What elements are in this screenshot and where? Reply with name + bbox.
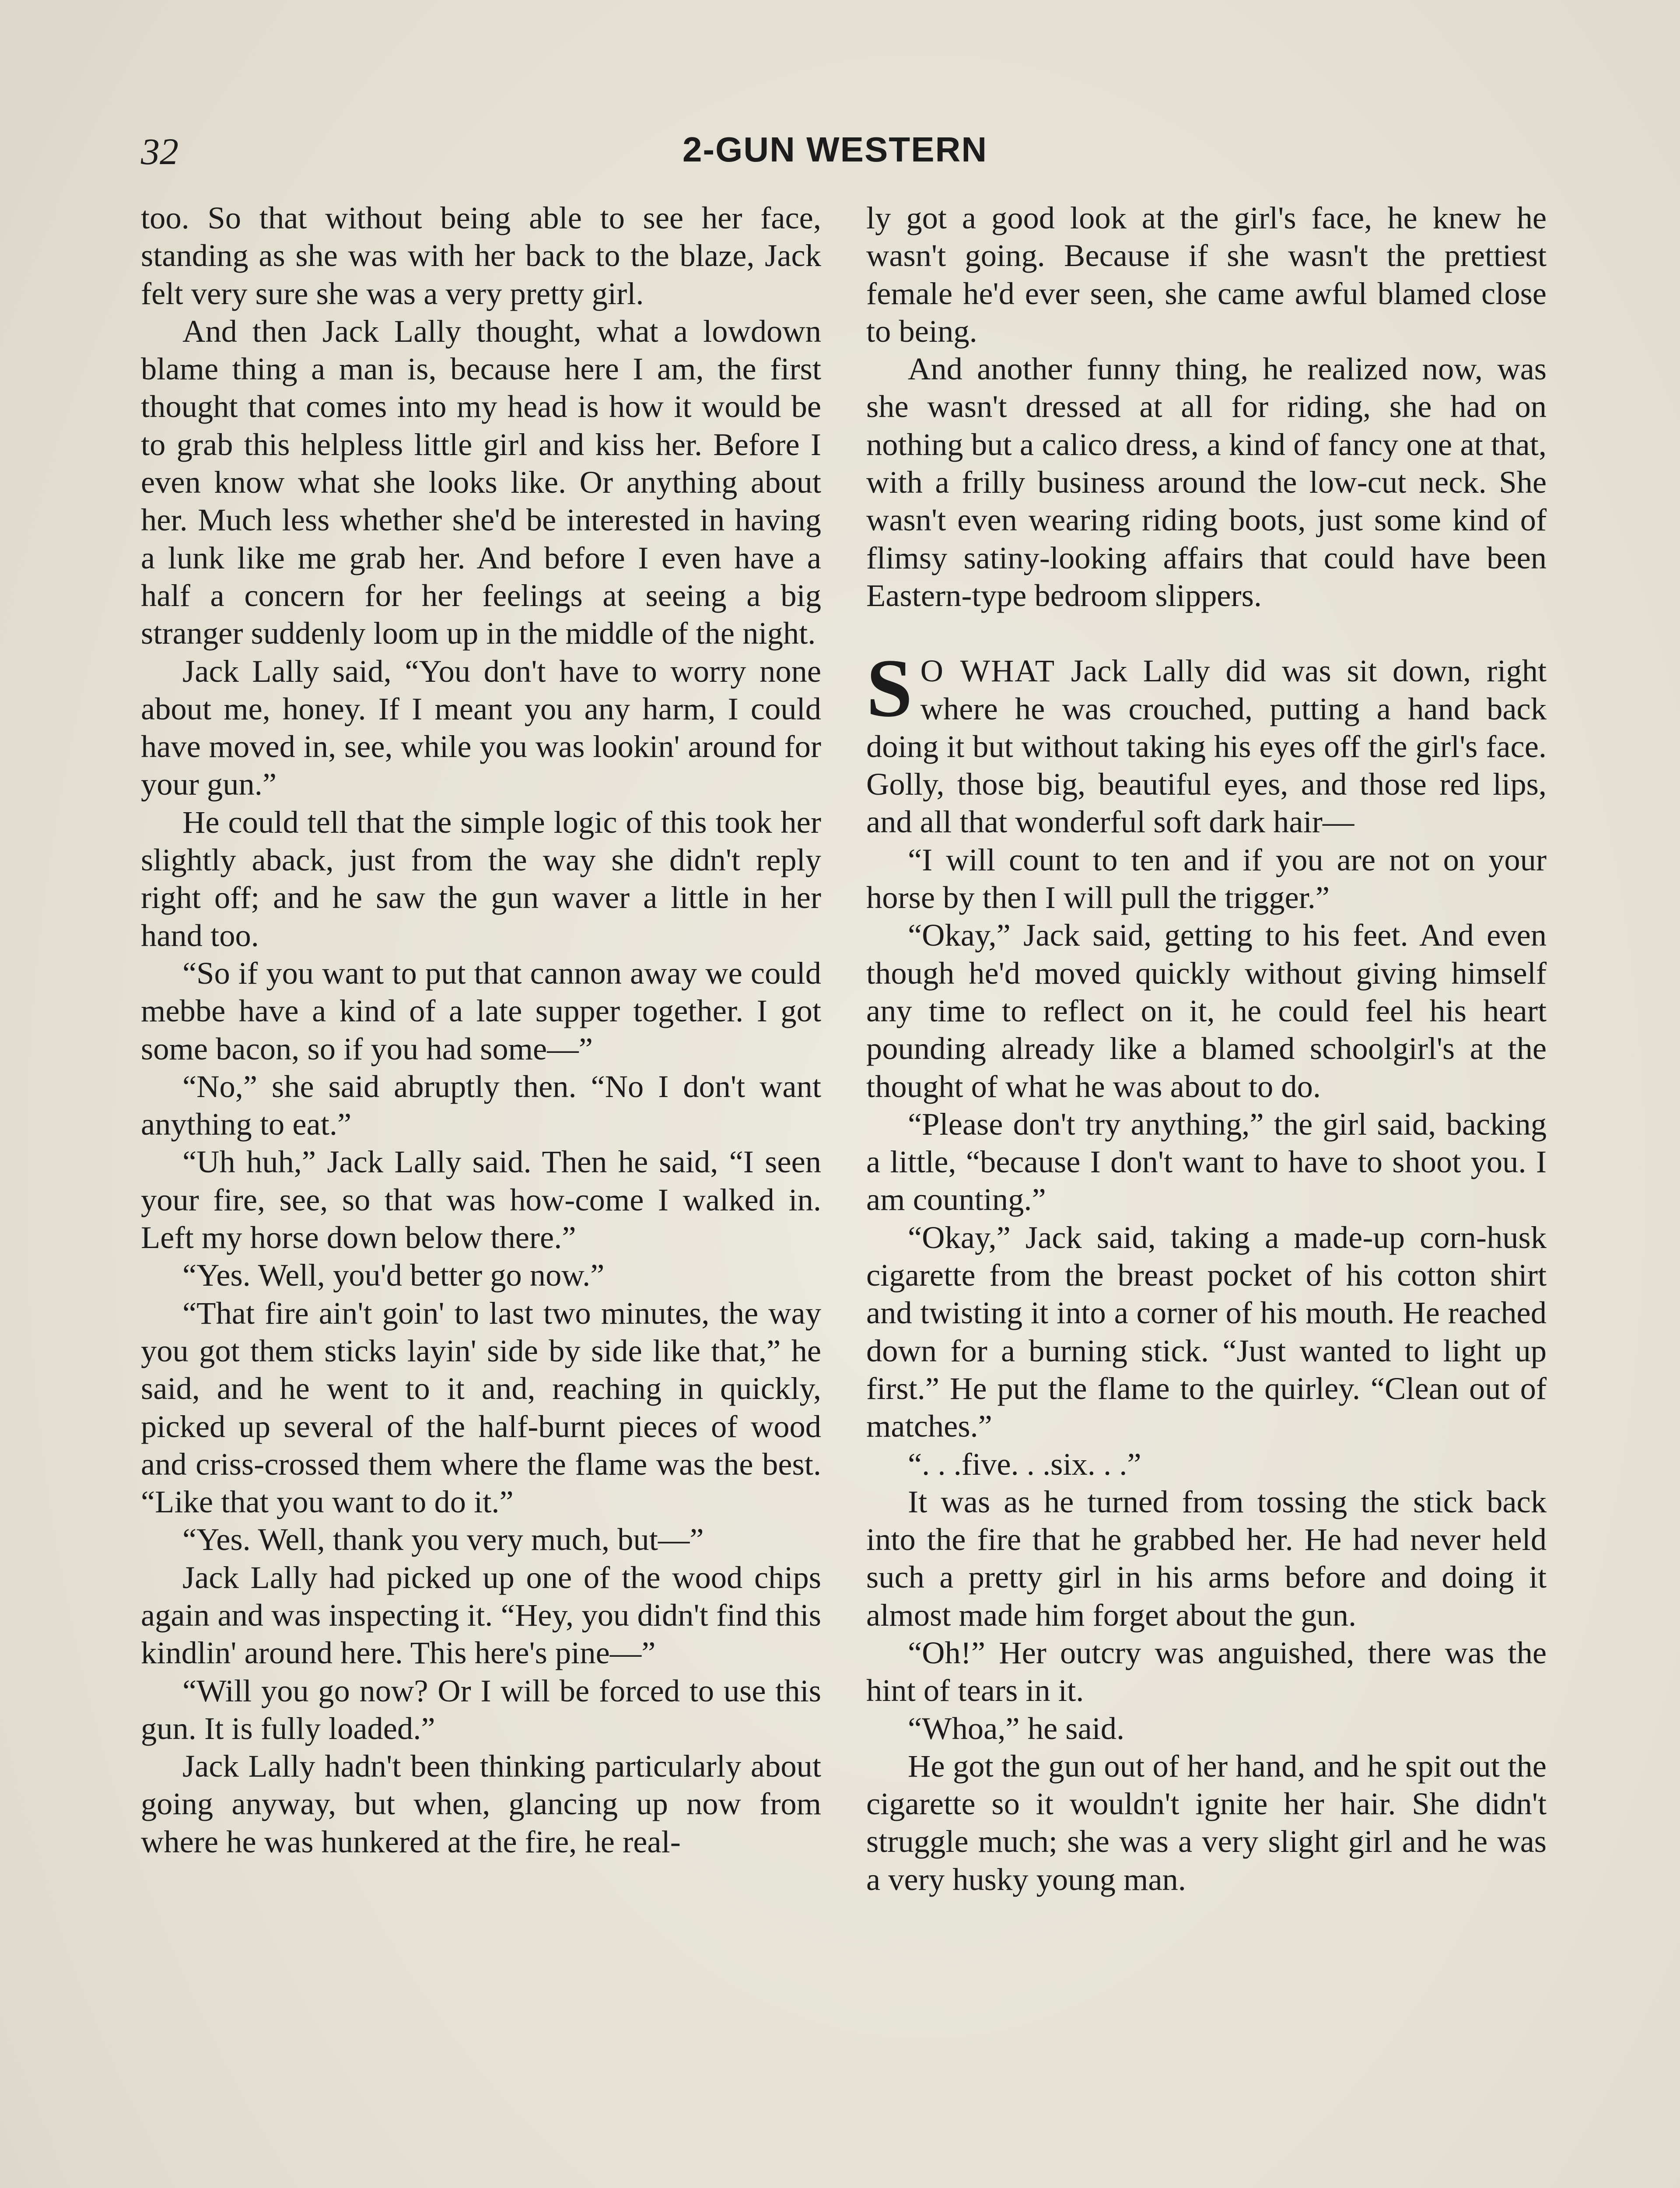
paragraph: Jack Lally said, “You don't have to worry none about me, honey. If I meant you any harm, I could have moved in, see, while you was lookin' around for your gun.” xyxy=(141,653,821,802)
paragraph: “So if you want to put that cannon away we could mebbe have a kind of a late supper together. I got some bacon, so if you had some—” xyxy=(141,955,821,1066)
paragraph: too. So that without being able to see her face, standing as she was with her back to the blaze, Jack felt very sure she was a very pretty girl. xyxy=(141,200,821,311)
running-head: 2-GUN WESTERN xyxy=(682,130,988,169)
paragraph: It was as he turned from tossing the stick back into the fire that he grabbed her. He had never held such a pretty girl in his arms before and doing it almost made him forget about the gun. xyxy=(866,1483,1547,1633)
drop-cap-paragraph xyxy=(866,642,1547,841)
paragraph: “No,” she said abruptly then. “No I don't want anything to eat.” xyxy=(141,1068,821,1142)
left-column xyxy=(141,199,821,1861)
paragraph: “I will count to ten and if you are not on your horse by then I will pull the trigger.” xyxy=(866,842,1547,915)
paragraph: And another funny thing, he realized now, was she wasn't dressed at all for riding, she had on nothing but a calico dress, a kind of fancy one at that, with a frilly business around the low-cut neck. She wasn't even wearing riding boots, just some kind of flimsy satiny-looking affairs that could have been Eastern-type bedroom slippers. xyxy=(866,351,1547,613)
paragraph: “Yes. Well, thank you very much, but—” xyxy=(182,1522,704,1557)
paragraph: “Uh huh,” Jack Lally said. Then he said, “I seen your fire, see, so that was how-come I walked in. Left my horse down below there.” xyxy=(141,1144,821,1255)
paragraph: And then Jack Lally thought, what a lowdown blame thing a man is, because here I am, the first thought that comes into my head is how it would be to grab this helpless little girl and kiss her. Before I even know what she looks like. Or anything about her. Much less whether she'd be interested in having a lunk like me grab her. And before I even have a half a concern for her feelings at seeing a big stranger suddenly loom up in the middle of the night. xyxy=(141,313,821,651)
paragraph: He got the gun out of her hand, and he spit out the cigarette so it wouldn't ignite her hair. She didn't struggle much; she was a very slight girl and he was a very husky young man. xyxy=(866,1748,1547,1897)
paragraph: “Oh!” Her outcry was anguished, there was the hint of tears in it. xyxy=(866,1634,1547,1708)
drop-cap: S xyxy=(866,642,913,735)
paragraph: “Okay,” Jack said, getting to his feet. And even though he'd moved quickly without giving himself any time to reflect on it, he could feel his heart pounding already like a blamed schoolgirl's at the thought of what he was about to do. xyxy=(866,917,1547,1104)
paragraph: “. . .five. . .six. . .” xyxy=(908,1446,1141,1482)
paragraph: ly got a good look at the girl's face, he knew he wasn't going. Because if she wasn't the prettiest female he'd ever seen, she came awful blamed close to being. xyxy=(866,200,1547,349)
paragraph: He could tell that the simple logic of this took her slightly aback, just from the way she didn't reply right off; and he saw the gun waver a little in her hand too. xyxy=(141,804,821,953)
paragraph: Jack Lally hadn't been thinking particularly about going anyway, but when, glancing up now from where he was hunkered at the fire, he real- xyxy=(141,1748,821,1859)
page-number: 32 xyxy=(141,130,178,172)
paragraph: Jack Lally had picked up one of the wood chips again and was inspecting it. “Hey, you didn't find this kindlin' around here. This here's pine—” xyxy=(141,1559,821,1671)
paragraph: “Okay,” Jack said, taking a made-up corn-husk cigarette from the breast pocket of his cotton shirt and twisting it into a corner of his mouth. He reached down for a burning stick. “Just wanted to light up first.” He put the flame to the quirley. “Clean out of matches.” xyxy=(866,1219,1547,1444)
drop-cap-rest: Jack Lally did was sit down, right where he was crouched, putting a hand back doing it but without taking his eyes off the girl's face. Golly, those big, beautiful eyes, and those red lips, and all that wonderful soft dark hair— xyxy=(866,653,1547,840)
paragraph: “Will you go now? Or I will be forced to use this gun. It is fully loaded.” xyxy=(141,1673,821,1746)
paragraph: “That fire ain't goin' to last two minutes, the way you got them sticks layin' side by side like that,” he said, and he went to it and, reaching in quickly, picked up several of the half-burnt pieces of wood and criss-crossed them where the flame was the best. “Like that you want to do it.” xyxy=(141,1295,821,1520)
paragraph: “Please don't try anything,” the girl said, backing a little, “because I don't want to have to shoot you. I am counting.” xyxy=(866,1106,1547,1217)
paragraph: “Yes. Well, you'd better go now.” xyxy=(182,1257,605,1293)
right-column xyxy=(866,199,1547,1898)
paragraph: “Whoa,” he said. xyxy=(908,1710,1125,1746)
drop-cap-lead: O WHAT xyxy=(920,653,1055,689)
